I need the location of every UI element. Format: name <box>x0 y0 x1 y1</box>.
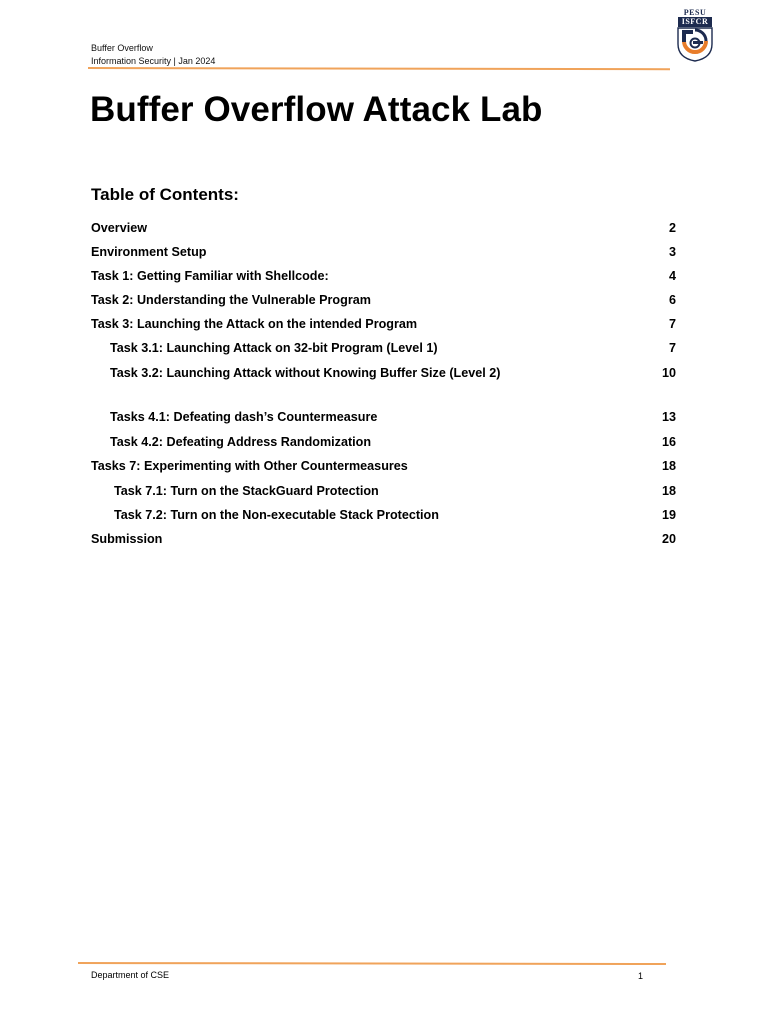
document-title: Buffer Overflow Attack Lab <box>90 90 543 129</box>
toc-page-number: 7 <box>668 341 676 355</box>
toc-page-number: 4 <box>668 269 676 283</box>
toc-page-number: 6 <box>668 293 676 307</box>
toc-entry-label: Task 1: Getting Familiar with Shellcode: <box>91 269 329 283</box>
logo-top-text: PESU <box>683 8 707 17</box>
footer-department: Department of CSE <box>91 970 170 980</box>
toc-page-number: 18 <box>661 459 676 473</box>
toc-entry-label: Submission <box>91 532 163 546</box>
footer-page-number: 1 <box>638 971 644 981</box>
toc-entry-label: Environment Setup <box>91 245 207 259</box>
toc-entry-label: Task 3.2: Launching Attack without Knowing Buffer Size (Level 2) <box>110 366 501 380</box>
toc-heading: Table of Contents: <box>91 185 239 204</box>
toc-entry-label: Task 3.1: Launching Attack on 32-bit Program (Level 1) <box>110 341 438 355</box>
logo-mid-text: ISFCR <box>678 17 712 27</box>
toc-page-number: 13 <box>661 410 676 424</box>
toc-page-number: 7 <box>668 317 676 331</box>
pesu-isfcr-logo <box>675 8 715 62</box>
toc-page-number: 18 <box>661 484 676 498</box>
toc-entry-label: Overview <box>91 221 148 235</box>
toc-entry-label: Task 7.2: Turn on the Non-executable Stack Protection <box>114 508 439 522</box>
toc-entry-label: Tasks 4.1: Defeating dash’s Countermeasure <box>110 410 378 424</box>
toc-entry-label: Tasks 7: Experimenting with Other Countermeasures <box>91 459 408 473</box>
running-header <box>91 42 215 67</box>
toc-page-number: 3 <box>668 245 676 259</box>
header-course-date: Information Security | Jan 2024 <box>91 55 216 66</box>
logo-emblem-icon <box>675 8 715 62</box>
header-divider <box>88 67 670 70</box>
toc-page-number: 16 <box>661 435 676 449</box>
toc-page-number: 10 <box>661 366 676 380</box>
header-doc-title: Buffer Overflow <box>91 43 153 53</box>
toc-page-number: 19 <box>661 508 676 522</box>
toc-page-number: 20 <box>661 532 676 546</box>
toc-entry-label: Task 4.2: Defeating Address Randomization <box>110 435 372 449</box>
footer-divider <box>78 962 666 965</box>
toc-page-number: 2 <box>668 221 676 235</box>
toc-entry-label: Task 7.1: Turn on the StackGuard Protection <box>114 484 379 498</box>
toc-entry-label: Task 3: Launching the Attack on the intended Program <box>91 317 418 331</box>
toc-entry-label: Task 2: Understanding the Vulnerable Program <box>91 293 371 307</box>
